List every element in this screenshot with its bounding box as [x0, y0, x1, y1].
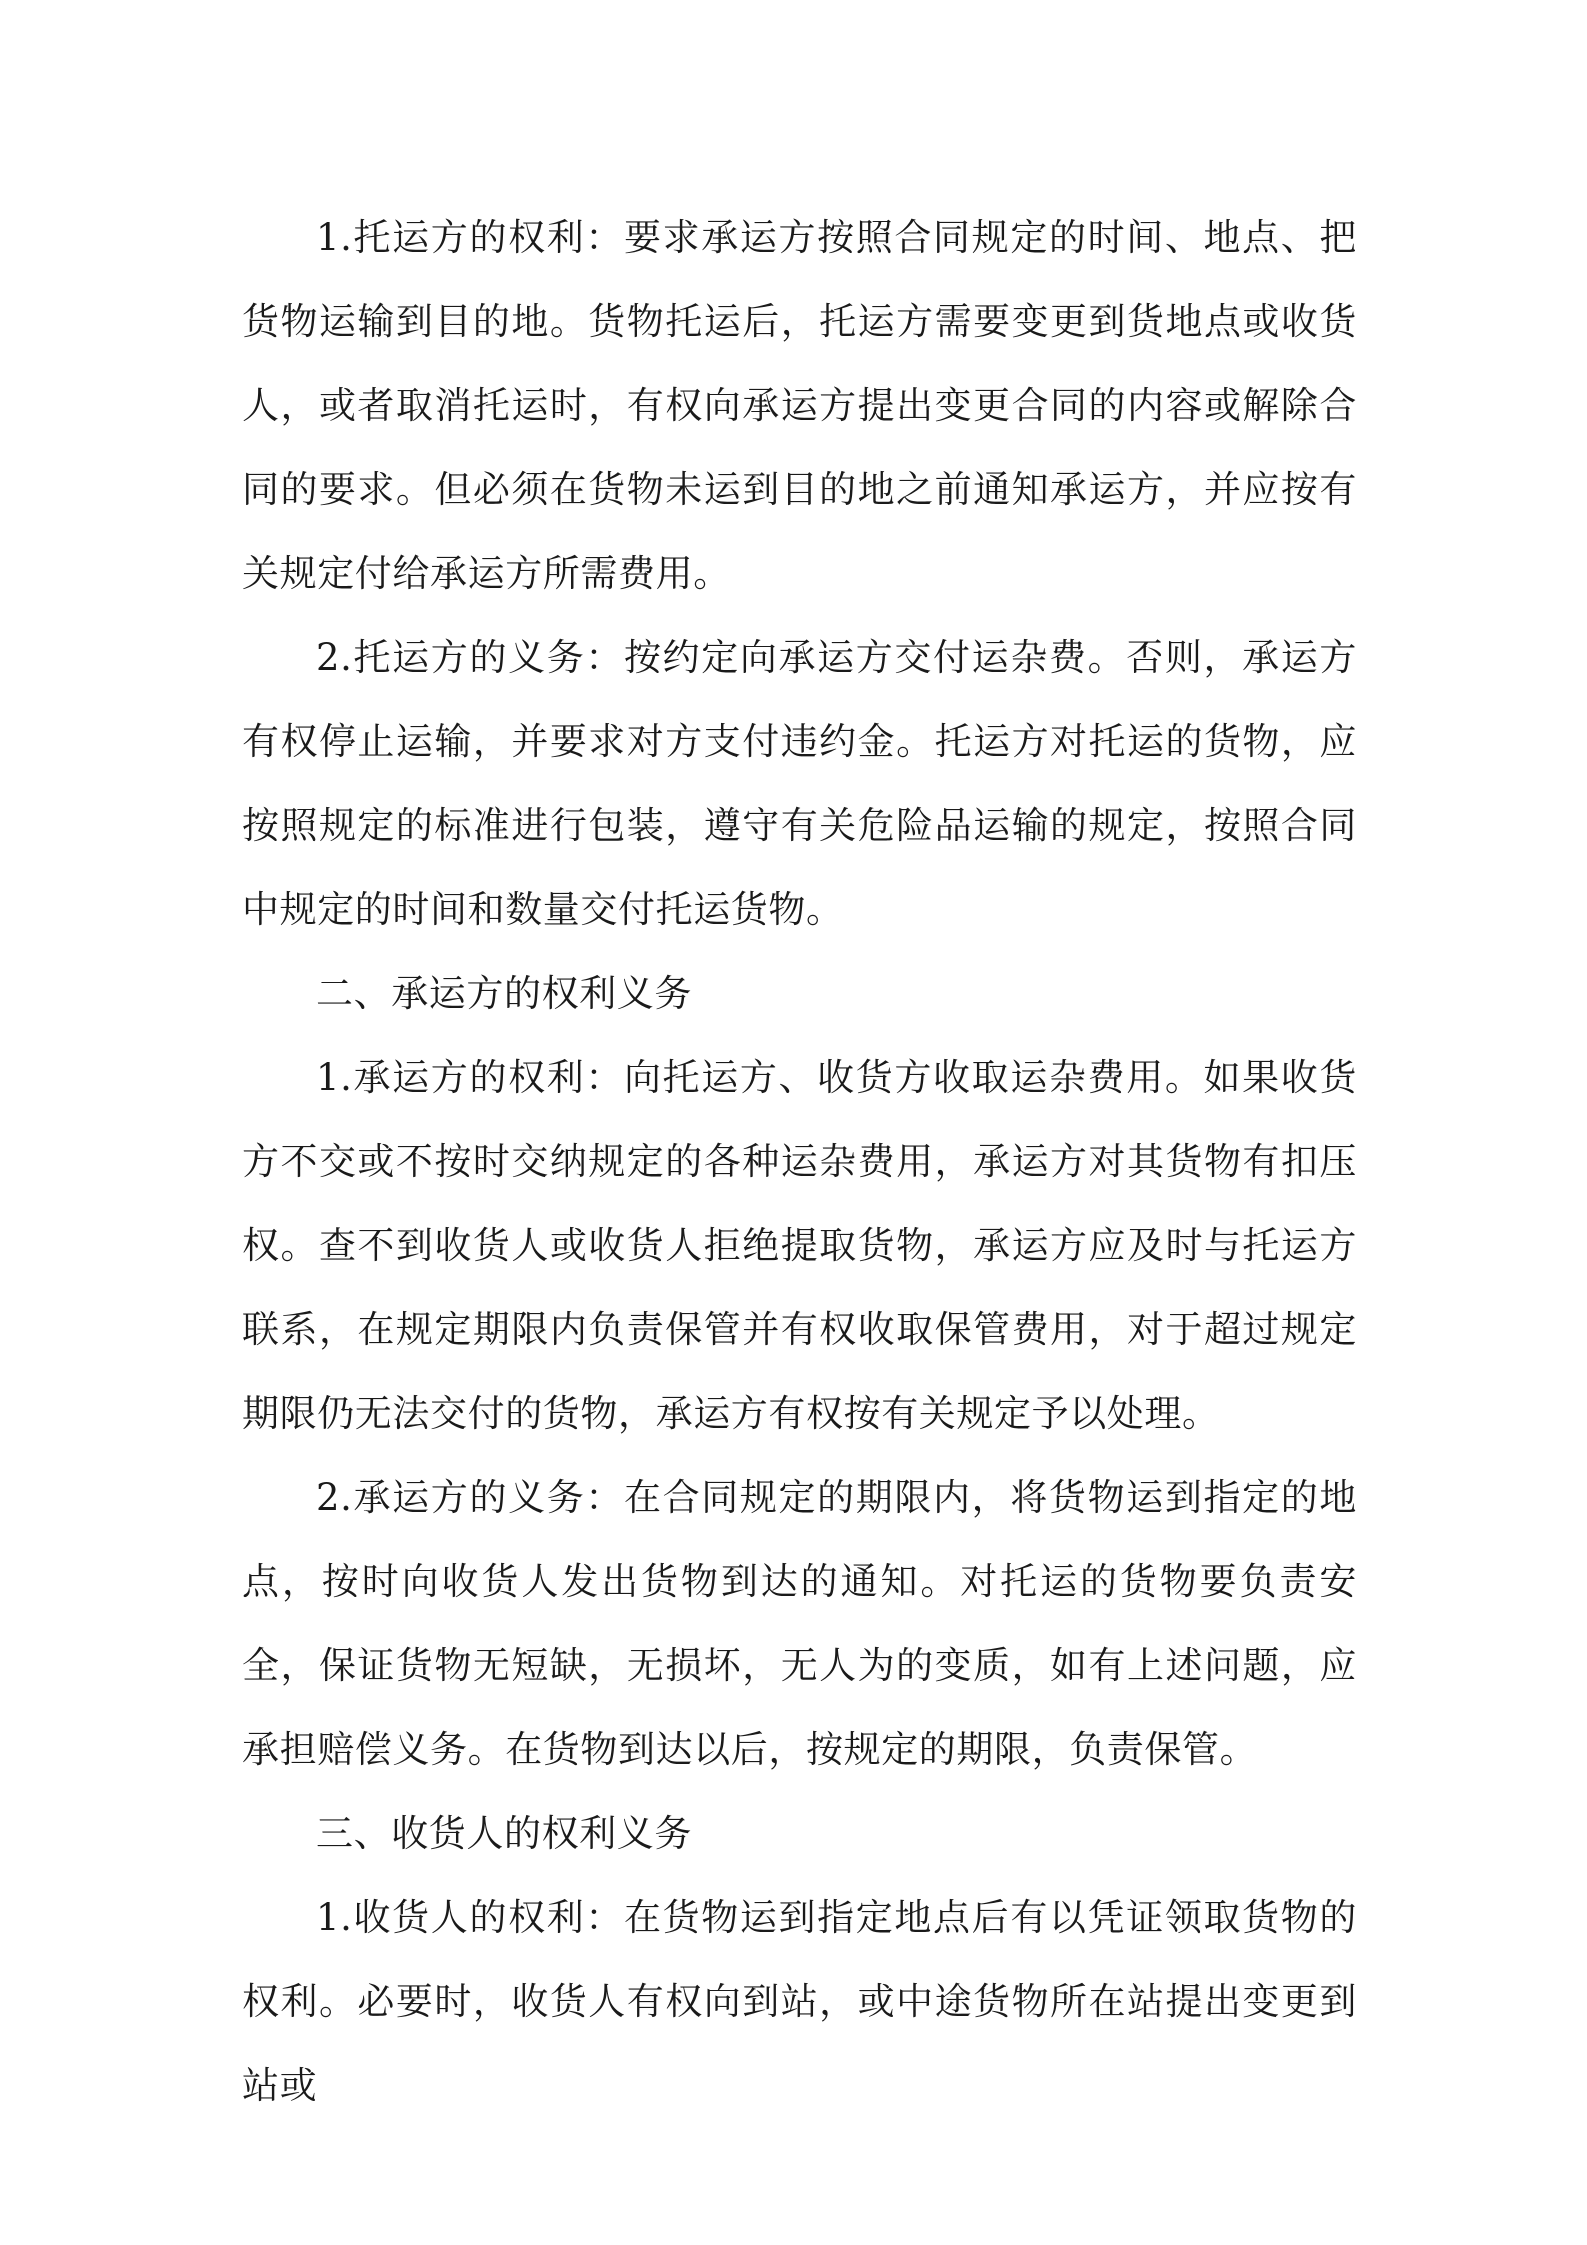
paragraph-carrier-rights: 1.承运方的权利：向托运方、收货方收取运杂费用。如果收货方不交或不按时交纳规定的各种运杂费用，承运方对其货物有扣压权。查不到收货人或收货人拒绝提取货物，承运方应及时与托运方联系，在规定期限内负责保管并有权收取保管费用，对于超过规定期限仍无法交付的货物，承运方有权按有关规定予以处理。 [242, 1056, 1357, 1435]
document-page [242, 196, 1357, 2128]
heading-consignee-rights-obligations: 三、收货人的权利义务 [316, 1812, 692, 1855]
paragraph-shipper-rights: 1.托运方的权利：要求承运方按照合同规定的时间、地点、把货物运输到目的地。货物托运后，托运方需要变更到货地点或收货人，或者取消托运时，有权向承运方提出变更合同的内容或解除合同的要求。但必须在货物未运到目的地之前通知承运方，并应按有关规定付给承运方所需费用。 [242, 216, 1357, 595]
paragraph-shipper-obligations: 2.托运方的义务：按约定向承运方交付运杂费。否则，承运方有权停止运输，并要求对方支付违约金。托运方对托运的货物，应按照规定的标准进行包装，遵守有关危险品运输的规定，按照合同中规定的时间和数量交付托运货物。 [242, 636, 1357, 931]
heading-carrier-rights-obligations: 二、承运方的权利义务 [316, 972, 692, 1015]
paragraph-consignee-rights: 1.收货人的权利：在货物运到指定地点后有以凭证领取货物的权利。必要时，收货人有权向到站，或中途货物所在站提出变更到站或 [242, 1896, 1357, 2107]
paragraph-carrier-obligations: 2.承运方的义务：在合同规定的期限内，将货物运到指定的地点，按时向收货人发出货物到达的通知。对托运的货物要负责安全，保证货物无短缺，无损坏，无人为的变质，如有上述问题，应承担赔偿义务。在货物到达以后，按规定的期限，负责保管。 [242, 1476, 1357, 1771]
